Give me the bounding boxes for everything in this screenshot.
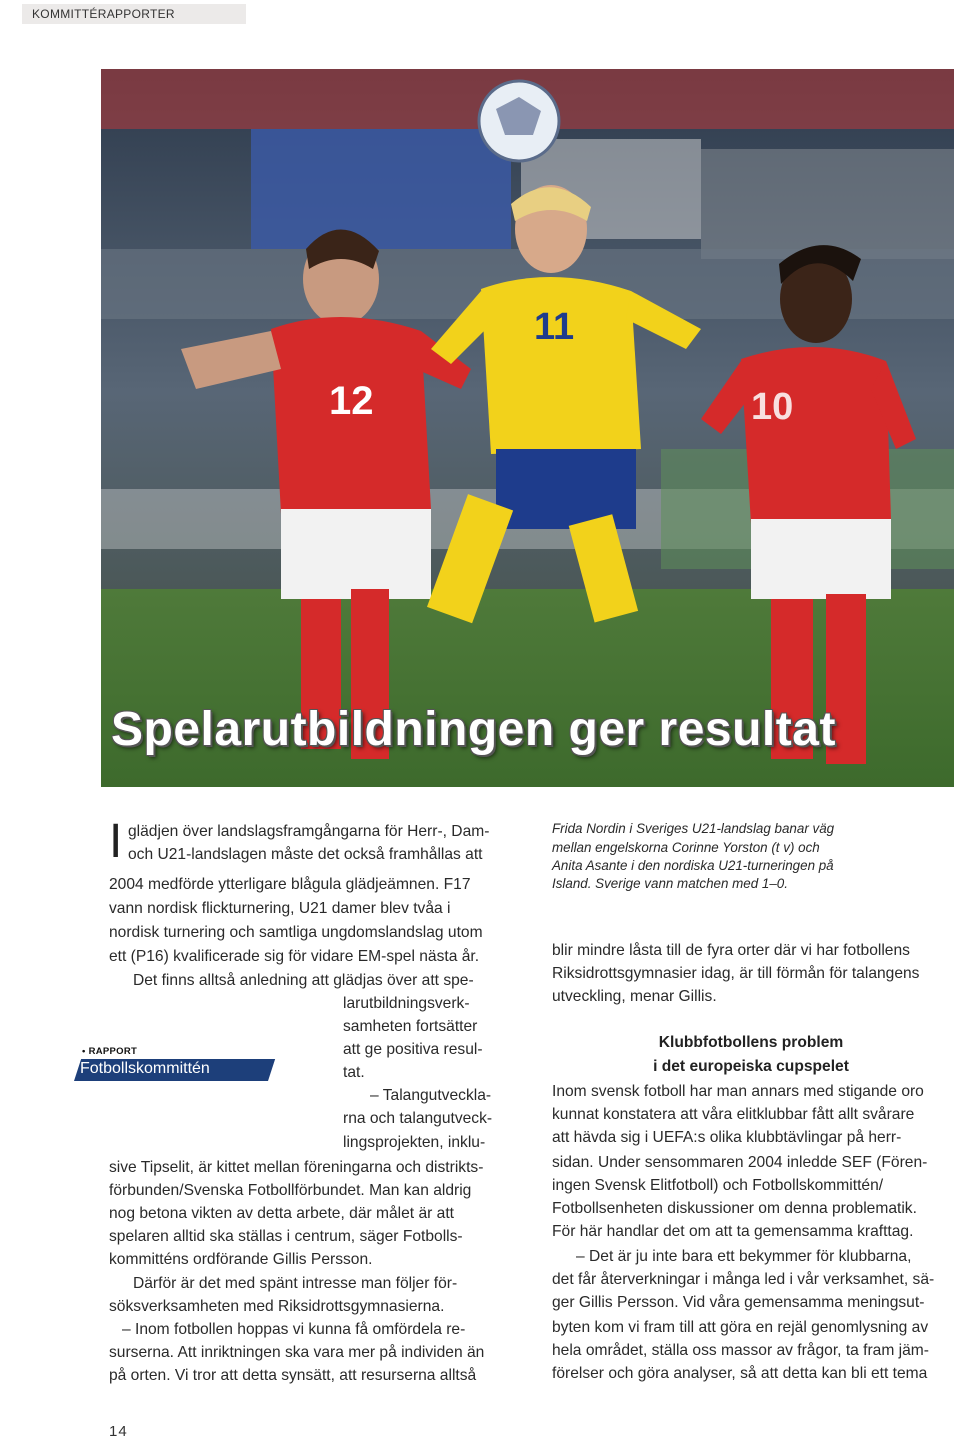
body-line: ingen Svensk Elitfotboll) och Fotbollskommittén/	[552, 1177, 884, 1194]
body-line: rna och talangutveck-	[343, 1110, 493, 1127]
body-line: blir mindre låsta till de fyra orter där vi har fotbollens	[552, 942, 910, 959]
body-line: Inom svensk fotboll har man annars med stigande oro	[552, 1083, 924, 1100]
body-line: För här handlar det om att ta gemensamma krafttag.	[552, 1223, 914, 1240]
body-line: tat.	[343, 1064, 365, 1081]
photo-caption-line: Frida Nordin i Sveriges U21-landslag banar väg	[552, 821, 835, 836]
body-line: kunnat konstatera att våra elitklubbar fått allt svårare	[552, 1106, 915, 1123]
body-line: – Det är ju inte bara ett bekymmer för klubbarna,	[576, 1248, 912, 1265]
body-line: larutbildningsverk-	[343, 995, 470, 1012]
football-photo	[101, 69, 954, 787]
body-line: – Inom fotbollen hoppas vi kunna få omfördela re-	[122, 1321, 466, 1338]
body-line: byten kom vi fram till att göra en rejäl genomlysning av	[552, 1319, 929, 1336]
body-line: Riksidrottsgymnasier idag, är till förmån för talangens	[552, 965, 920, 982]
body-line: ett (P16) kvalificerade sig för vidare EM-spel nästa år.	[109, 948, 480, 965]
svg-text:10: 10	[751, 386, 794, 428]
drop-cap: I	[109, 815, 123, 868]
body-line: sive Tipselit, är kittet mellan föreningarna och distrikts-	[109, 1159, 484, 1176]
body-line: utveckling, menar Gillis.	[552, 988, 717, 1005]
body-line: och U21-landslagen måste det också framhållas att	[128, 846, 483, 863]
body-line: förbunden/Svenska Fotbollförbundet. Man kan aldrig	[109, 1182, 472, 1199]
body-line: lingsprojekten, inklu-	[343, 1134, 486, 1151]
body-line: vann nordisk flickturnering, U21 damer blev tvåa i	[109, 900, 451, 917]
body-line: söksverksamheten med Riksidrottsgymnasierna.	[109, 1298, 445, 1315]
body-line: surserna. Att inriktningen ska vara mer på individen än	[109, 1344, 485, 1361]
svg-text:12: 12	[329, 379, 374, 423]
body-line: på orten. Vi tror att detta synsätt, att resurserna alltså	[109, 1367, 477, 1384]
body-line: ger Gillis Persson. Vid våra gemensamma meningsut-	[552, 1294, 925, 1311]
body-line: Det finns alltså anledning att glädjas över att spe-	[133, 972, 474, 989]
football-photo-illustration	[101, 69, 954, 787]
svg-text:11: 11	[534, 306, 575, 348]
report-badge-title: Fotbollskommittén	[80, 1060, 210, 1077]
body-line: – Talangutveckla-	[370, 1087, 492, 1104]
body-line: nordisk turnering och samtliga ungdomslandslag utom	[109, 924, 483, 941]
photo-caption-line: Island. Sverige vann matchen med 1–0.	[552, 876, 788, 891]
report-badge-label: • RAPPORT	[82, 1046, 138, 1057]
body-line: förelser och göra analyser, så att detta kan bli ett tema	[552, 1365, 928, 1382]
body-line: Fotbollsenheten diskussioner om denna problematik.	[552, 1200, 917, 1217]
body-line: kommitténs ordförande Gillis Persson.	[109, 1251, 373, 1268]
section-header: KOMMITTÉRAPPORTER	[22, 4, 246, 24]
body-line: spelaren alltid ska ställas i centrum, säger Fotbolls-	[109, 1228, 463, 1245]
body-line: att hävda sig i UEFA:s olika klubbtävlingar på herr-	[552, 1129, 902, 1146]
page-number: 14	[109, 1423, 128, 1440]
body-line: att ge positiva resul-	[343, 1041, 483, 1058]
body-line: nog betona vikten av detta arbete, där målet är att	[109, 1205, 455, 1222]
body-line: sidan. Under sensommaren 2004 inledde SEF (Fören-	[552, 1154, 928, 1171]
body-line: det får återverkningar i många led i vår verksamhet, sä-	[552, 1271, 935, 1288]
body-line: glädjen över landslagsframgångarna för Herr-, Dam-	[128, 823, 490, 840]
body-line: Därför är det med spänt intresse man följer för-	[133, 1275, 458, 1292]
body-line: 2004 medförde ytterligare blågula glädjeämnen. F17	[109, 876, 471, 893]
headline: Spelarutbildningen ger resultat	[111, 703, 836, 756]
body-line: samheten fortsätter	[343, 1018, 478, 1035]
body-line: hela området, ställa oss massor av frågor, ta fram jäm-	[552, 1342, 929, 1359]
subheading: i det europeiska cupspelet	[653, 1058, 849, 1075]
photo-caption-line: mellan engelskorna Corinne Yorston (t v) och	[552, 840, 820, 855]
subheading: Klubbfotbollens problem	[658, 1034, 844, 1051]
photo-caption-line: Anita Asante i den nordiska U21-turneringen på	[552, 858, 834, 873]
